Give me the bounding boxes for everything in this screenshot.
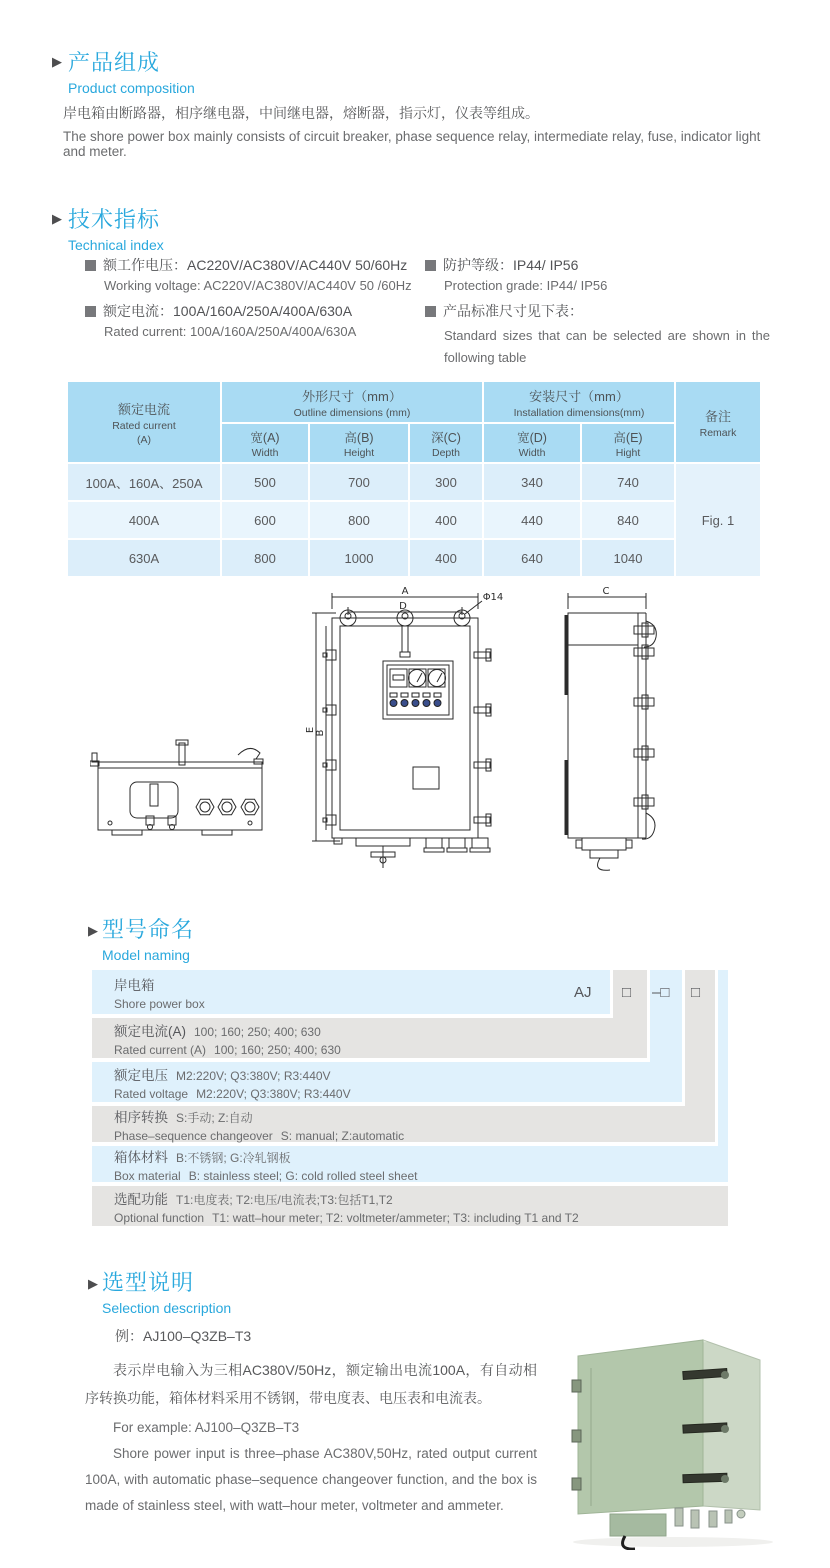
bullet-square-icon	[85, 306, 96, 317]
naming-row-optional-function: 选配功能 T1:电度表; T2:电压/电流表;T3:包括T1,T2 Optional function T1: watt–hour meter; T2: voltmeter/ammeter; T3: including T1 and T2	[92, 1186, 728, 1226]
selection-body-en: Shore power input is three–phase AC380V,50Hz, rated output current 100A, with automatic phase–sequence changeover function, and the box is made of stainless steel, with watt–hour meter, voltmeter and ammeter.	[85, 1446, 537, 1513]
model-code-box2: –□	[652, 983, 670, 1001]
sub-header-height-b: 高(B) Height	[310, 424, 408, 462]
table-cell: 700	[310, 464, 408, 500]
naming-row-box-material: 箱体材料 B:不锈钢; G:冷轧钢板 Box material B: stainless steel; G: cold rolled steel sheet	[92, 1146, 728, 1182]
section-arrow-icon: ▶	[88, 923, 98, 938]
dim-label-e: E	[305, 726, 316, 734]
col-header-outline: 外形尺寸（mm） Outline dimensions (mm)	[222, 382, 482, 422]
dim-label-b: B	[315, 729, 326, 737]
naming-row-shore-power-box: 岸电箱 Shore power box	[92, 970, 610, 1014]
table-cell: 340	[484, 464, 580, 500]
selection-example-cn: 例：AJ100–Q3ZB–T3	[115, 1328, 252, 1344]
table-cell: 800	[310, 502, 408, 538]
table-cell: 740	[582, 464, 674, 500]
sub-header-width-a: 宽(A) Width	[222, 424, 308, 462]
spec-working-voltage: 额工作电压：AC220V/AC380V/AC440V 50/60Hz Working voltage: AC220V/AC380V/AC440V 50 /60Hz 额定电流：100A/160A/250A/400A/630A Rated current: 100A/160A/250A/400A/630A	[85, 258, 415, 338]
table-cell: 500	[222, 464, 308, 500]
table-cell: 640	[484, 540, 580, 576]
hinge-icons	[323, 650, 336, 825]
model-naming-table	[92, 970, 728, 1228]
bottom-view-drawing	[90, 740, 263, 835]
col-header-remark: 备注 Remark	[676, 382, 760, 462]
bullet-square-icon	[425, 260, 436, 271]
table-cell: 1000	[310, 540, 408, 576]
table-cell: 400	[410, 502, 482, 538]
sub-header-width-d: 宽(D) Width	[484, 424, 580, 462]
shore-power-box-photo	[553, 1318, 795, 1550]
selection-text	[85, 1326, 537, 1519]
remark-cell: Fig. 1	[676, 464, 760, 576]
model-naming-title: 型号命名 Model naming	[102, 917, 195, 963]
page-title: 产品组成	[68, 50, 161, 75]
composition-paragraph-en: The shore power box mainly consists of circuit breaker, phase sequence relay, intermediate relay, fuse, indicator light and meter.	[63, 129, 761, 159]
section-arrow-icon: ▶	[88, 1276, 98, 1291]
table-row-current: 630A	[68, 540, 220, 576]
naming-row-rated-voltage: 额定电压 M2:220V; Q3:380V; R3:440V Rated voltage M2:220V; Q3:380V; R3:440V	[92, 1062, 682, 1102]
naming-row-rated-current: 额定电流(A) 100; 160; 250; 400; 630 Rated current (A) 100; 160; 250; 400; 630	[92, 1018, 647, 1058]
bullet-square-icon	[85, 260, 96, 271]
dim-label-d: D	[399, 601, 407, 612]
side-view-drawing	[566, 593, 656, 870]
naming-row-phase-sequence: 相序转换 S:手动; Z:自动 Phase–sequence changeover S: manual; Z:automatic	[92, 1106, 715, 1142]
technical-index-title: 技术指标 Technical index	[68, 207, 164, 253]
col-header-installation: 安装尺寸（mm） Installation dimensions(mm)	[484, 382, 674, 422]
product-composition-title: 产品组成 Product composition	[68, 46, 195, 96]
dim-label-a: A	[401, 586, 409, 597]
bullet-square-icon	[425, 306, 436, 317]
front-view-drawing	[312, 593, 491, 868]
sub-header-depth-c: 深(C) Depth	[410, 424, 482, 462]
technical-drawings	[90, 585, 762, 885]
table-cell: 800	[222, 540, 308, 576]
spec-protection-grade: 防护等级：IP44/ IP56 Protection grade: IP44/ IP56 产品标准尺寸见下表： Standard sizes that can be selected are shown in the following table	[425, 258, 770, 369]
table-cell: 840	[582, 502, 674, 538]
dim-label-c: C	[602, 586, 610, 597]
table-cell: 1040	[582, 540, 674, 576]
cable-gland-hex-icons	[196, 799, 259, 815]
model-code-box1: □	[622, 983, 632, 1001]
clamp-icons	[634, 623, 654, 809]
table-cell: 300	[410, 464, 482, 500]
sub-header-hight-e: 高(E) Hight	[582, 424, 674, 462]
table-cell: 600	[222, 502, 308, 538]
model-code-prefix: AJ	[574, 983, 592, 1001]
nameplate	[413, 767, 439, 789]
latch-icons	[474, 649, 491, 826]
section-arrow-icon: ▶	[52, 54, 62, 69]
table-row-current: 100A、160A、250A	[68, 464, 220, 500]
section-arrow-icon: ▶	[52, 211, 62, 226]
table-cell: 440	[484, 502, 580, 538]
dim-label-dia: Φ14	[482, 592, 504, 603]
model-code-box3: □	[691, 983, 701, 1001]
table-row-current: 400A	[68, 502, 220, 538]
selection-title: 选型说明 Selection description	[102, 1270, 232, 1316]
dimension-table	[68, 382, 762, 576]
table-cell: 400	[410, 540, 482, 576]
composition-paragraph-cn: 岸电箱由断路器，相序继电器，中间继电器，熔断器，指示灯，仪表等组成。	[63, 105, 539, 121]
meter-panel	[383, 661, 453, 719]
selection-example-en: For example: AJ100–Q3ZB–T3	[113, 1420, 300, 1435]
selection-body-cn: 表示岸电输入为三相AC380V/50Hz，额定输出电流100A，有自动相序转换功能，箱体材料采用不锈钢，带电度表、电压表和电流表。	[85, 1362, 537, 1406]
col-header-rated-current: 额定电流 Rated current (A)	[68, 382, 220, 462]
